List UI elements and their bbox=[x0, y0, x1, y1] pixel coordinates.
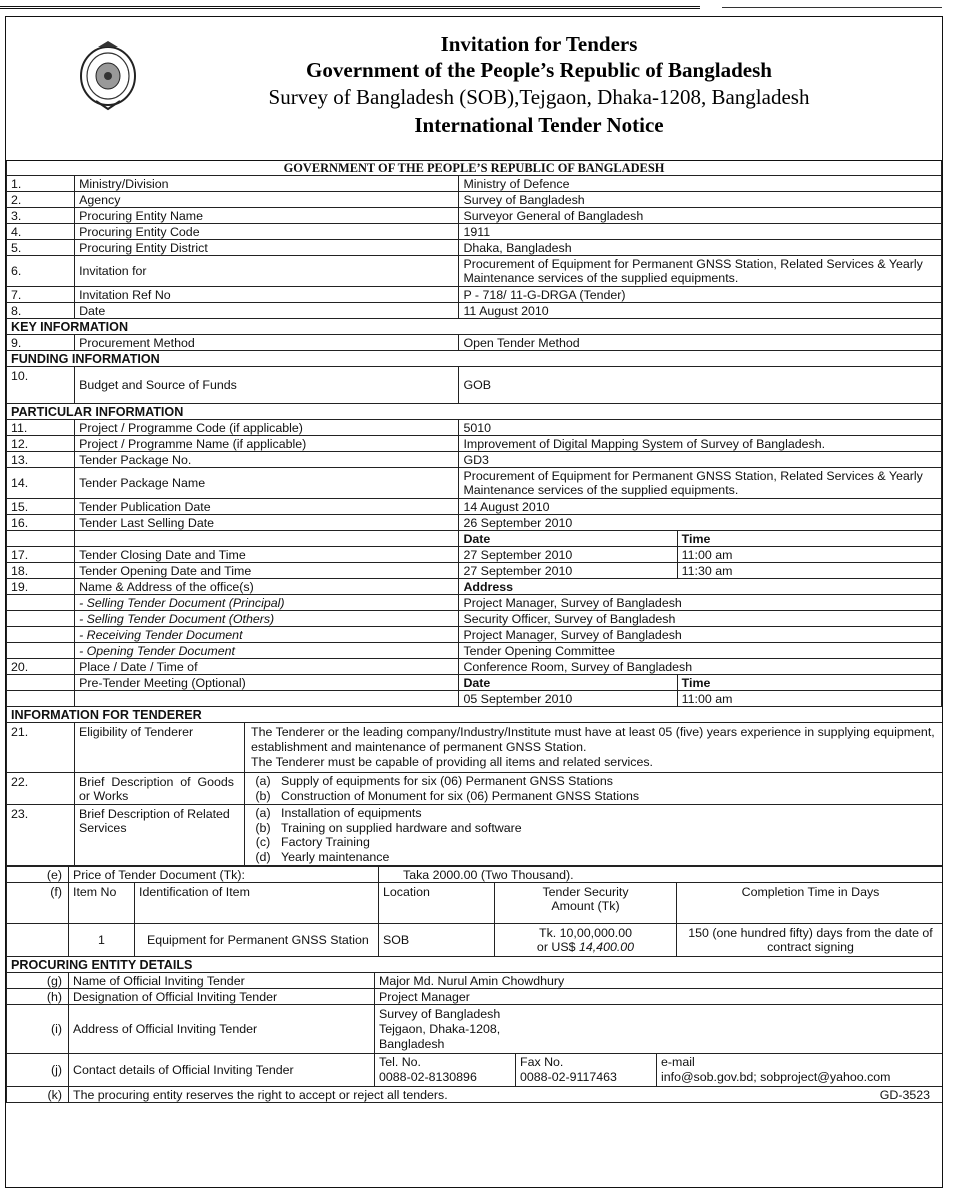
column-header: Location bbox=[379, 883, 495, 924]
row-number: 22. bbox=[7, 773, 75, 805]
table-row bbox=[7, 973, 944, 989]
row-label: Invitation Ref No bbox=[75, 287, 459, 303]
table-row bbox=[7, 515, 942, 531]
row-label: Address of Official Inviting Tender bbox=[69, 1005, 375, 1054]
row-number: 3. bbox=[7, 208, 75, 224]
row-number: 1. bbox=[7, 176, 75, 192]
row-value: 14 August 2010 bbox=[459, 499, 942, 515]
security-amount: Tk. 10,00,000.00 bbox=[539, 926, 632, 940]
table-row bbox=[7, 579, 942, 595]
row-value: Address bbox=[459, 579, 942, 595]
office-label: - Selling Tender Document (Others) bbox=[75, 611, 459, 627]
list-marker: (b) bbox=[255, 820, 271, 835]
notice-title: Invitation for Tenders bbox=[440, 32, 638, 56]
row-number: 15. bbox=[7, 499, 75, 515]
row-number: 6. bbox=[7, 256, 75, 287]
row-value: Project Manager bbox=[375, 989, 944, 1005]
table-row bbox=[7, 452, 942, 468]
table-row bbox=[7, 176, 942, 192]
list-marker: (d) bbox=[255, 849, 271, 864]
list-item bbox=[245, 806, 943, 821]
item-location: SOB bbox=[379, 924, 495, 957]
row-label: Project / Programme Code (if applicable) bbox=[75, 420, 459, 436]
list-text: Training on supplied hardware and software bbox=[281, 820, 522, 835]
table-row bbox=[7, 675, 942, 691]
date-column-header: Date bbox=[459, 531, 677, 547]
table-row bbox=[7, 468, 942, 499]
table-row bbox=[7, 208, 942, 224]
row-label: Name of Official Inviting Tender bbox=[69, 973, 375, 989]
table-row bbox=[7, 499, 942, 515]
table-row bbox=[7, 1087, 944, 1103]
row-label: Procuring Entity Name bbox=[75, 208, 459, 224]
row-number: 10. bbox=[7, 367, 75, 404]
row-number: 5. bbox=[7, 240, 75, 256]
row-label: Tender Closing Date and Time bbox=[75, 547, 459, 563]
section-heading: KEY INFORMATION bbox=[7, 319, 942, 335]
government-seal-icon bbox=[74, 39, 142, 111]
row-number: 17. bbox=[7, 547, 75, 563]
row-value: Conference Room, Survey of Bangladesh bbox=[459, 659, 942, 675]
notice-header bbox=[6, 17, 942, 161]
row-number: 18. bbox=[7, 563, 75, 579]
list-item bbox=[245, 774, 943, 789]
column-header: Item No bbox=[69, 883, 135, 924]
ad-code: GD-3523 bbox=[879, 1087, 931, 1102]
address-line: Survey of Bangladesh bbox=[379, 1006, 501, 1021]
office-label: - Opening Tender Document bbox=[75, 643, 459, 659]
email-address: info@sob.gov.bd; sobproject@yahoo.com bbox=[661, 1070, 891, 1084]
row-label: Ministry/Division bbox=[75, 176, 459, 192]
list-text: Supply of equipments for six (06) Permanent GNSS Stations bbox=[281, 774, 613, 788]
row-date: 05 September 2010 bbox=[459, 691, 677, 707]
row-key: (f) bbox=[7, 883, 69, 924]
row-value: Surveyor General of Bangladesh bbox=[459, 208, 942, 224]
completion-time: 150 (one hundred fifty) days from the date of contract signing bbox=[677, 924, 944, 957]
tenderer-info-table bbox=[6, 707, 943, 866]
row-label: Tender Last Selling Date bbox=[75, 515, 459, 531]
row-value: Major Md. Nurul Amin Chowdhury bbox=[375, 973, 944, 989]
row-number: 16. bbox=[7, 515, 75, 531]
table-row bbox=[7, 335, 942, 351]
table-row bbox=[7, 883, 944, 924]
row-key: (h) bbox=[7, 989, 69, 1005]
row-label: Project / Programme Name (if applicable) bbox=[75, 436, 459, 452]
row-value: GOB bbox=[459, 367, 942, 404]
table-row bbox=[7, 643, 942, 659]
list-item bbox=[245, 835, 943, 850]
column-header: Completion Time in Days bbox=[677, 883, 944, 924]
row-number: 14. bbox=[7, 468, 75, 499]
list-marker: (a) bbox=[255, 774, 271, 788]
government-name: Government of the People’s Republic of Bangladesh bbox=[306, 58, 772, 82]
row-value: Ministry of Defence bbox=[459, 176, 942, 192]
table-row bbox=[7, 773, 944, 805]
gov-banner: GOVERNMENT OF THE PEOPLE’S REPUBLIC OF BANGLADESH bbox=[7, 161, 942, 176]
row-key: (j) bbox=[7, 1054, 69, 1087]
table-row bbox=[7, 691, 942, 707]
item-number: 1 bbox=[69, 924, 135, 957]
section-heading: INFORMATION FOR TENDERER bbox=[7, 707, 944, 723]
row-value: Open Tender Method bbox=[459, 335, 942, 351]
list-marker: (c) bbox=[255, 835, 271, 849]
row-label: Brief Description of Goods or Works bbox=[75, 773, 245, 805]
row-label: Tender Publication Date bbox=[75, 499, 459, 515]
office-label: - Receiving Tender Document bbox=[75, 627, 459, 643]
table-row bbox=[7, 531, 942, 547]
row-number: 11. bbox=[7, 420, 75, 436]
row-label: Brief Description of Related Services bbox=[75, 805, 245, 866]
row-label: Price of Tender Document (Tk): bbox=[69, 867, 379, 883]
row-label: Procurement Method bbox=[75, 335, 459, 351]
date-column-header: Date bbox=[459, 675, 677, 691]
row-label: Tender Opening Date and Time bbox=[75, 563, 459, 579]
row-value: Procurement of Equipment for Permanent GNSS Station, Related Services & Yearly Maintenance services of the supplied equipments. bbox=[459, 256, 942, 287]
row-value: 1911 bbox=[459, 224, 942, 240]
row-label: Name & Address of the office(s) bbox=[75, 579, 459, 595]
list-item bbox=[245, 850, 943, 865]
office-value: Project Manager, Survey of Bangladesh bbox=[459, 627, 942, 643]
time-column-header: Time bbox=[677, 675, 941, 691]
time-column-header: Time bbox=[677, 531, 941, 547]
table-row bbox=[7, 723, 944, 773]
row-number: 13. bbox=[7, 452, 75, 468]
table-row bbox=[7, 287, 942, 303]
reservation-clause: The procuring entity reserves the right to accept or reject all tenders. bbox=[73, 1087, 448, 1102]
table-row bbox=[7, 867, 944, 883]
table-row bbox=[7, 256, 942, 287]
column-header: Identification of Item bbox=[135, 883, 379, 924]
row-value: 5010 bbox=[459, 420, 942, 436]
table-row bbox=[7, 627, 942, 643]
row-number: 7. bbox=[7, 287, 75, 303]
item-table bbox=[6, 866, 943, 957]
tender-info-table bbox=[6, 161, 942, 707]
row-number: 4. bbox=[7, 224, 75, 240]
row-number: 9. bbox=[7, 335, 75, 351]
list-item bbox=[245, 821, 943, 836]
list-text: Installation of equipments bbox=[281, 806, 422, 820]
table-row bbox=[7, 367, 942, 404]
row-date: 27 September 2010 bbox=[459, 547, 677, 563]
section-heading: FUNDING INFORMATION bbox=[7, 351, 942, 367]
fax-number: 0088-02-9117463 bbox=[520, 1070, 617, 1084]
list-marker: (a) bbox=[255, 806, 271, 820]
row-label: Place / Date / Time of bbox=[75, 659, 459, 675]
row-label: Invitation for bbox=[75, 256, 459, 287]
item-identification: Equipment for Permanent GNSS Station bbox=[135, 924, 379, 957]
table-row bbox=[7, 224, 942, 240]
row-key: (g) bbox=[7, 973, 69, 989]
row-key: (k) bbox=[7, 1087, 69, 1103]
tel-number: 0088-02-8130896 bbox=[379, 1070, 477, 1084]
row-number: 21. bbox=[7, 723, 75, 773]
row-label: Date bbox=[75, 303, 459, 319]
row-value: Improvement of Digital Mapping System of Survey of Bangladesh. bbox=[459, 436, 942, 452]
row-date: 27 September 2010 bbox=[459, 563, 677, 579]
agency-address: Survey of Bangladesh (SOB),Tejgaon, Dhaka-1208, Bangladesh bbox=[268, 85, 810, 109]
table-row bbox=[7, 595, 942, 611]
row-number: 2. bbox=[7, 192, 75, 208]
row-value: GD3 bbox=[459, 452, 942, 468]
row-time: 11:30 am bbox=[677, 563, 941, 579]
column-header: Tender Security Amount (Tk) bbox=[495, 883, 677, 924]
row-time: 11:00 am bbox=[677, 691, 941, 707]
email-label: e-mail bbox=[661, 1055, 695, 1069]
list-text: Construction of Monument for six (06) Permanent GNSS Stations bbox=[281, 788, 640, 803]
table-row bbox=[7, 989, 944, 1005]
list-text: Factory Training bbox=[281, 835, 370, 849]
row-number: 12. bbox=[7, 436, 75, 452]
row-label: Agency bbox=[75, 192, 459, 208]
procuring-entity-table bbox=[6, 957, 943, 1103]
address-line: Bangladesh bbox=[379, 1036, 445, 1051]
table-row bbox=[7, 805, 944, 866]
table-row bbox=[7, 547, 942, 563]
table-row bbox=[7, 563, 942, 579]
row-value: 11 August 2010 bbox=[459, 303, 942, 319]
table-row bbox=[7, 436, 942, 452]
row-value: Taka 2000.00 (Two Thousand). bbox=[379, 867, 944, 883]
row-label: Designation of Official Inviting Tender bbox=[69, 989, 375, 1005]
tel-label: Tel. No. bbox=[379, 1055, 422, 1069]
tender-notice-page bbox=[5, 16, 943, 1188]
row-number: 23. bbox=[7, 805, 75, 866]
section-heading: PARTICULAR INFORMATION bbox=[7, 404, 942, 420]
table-row bbox=[7, 611, 942, 627]
row-label: Tender Package Name bbox=[75, 468, 459, 499]
row-label: Tender Package No. bbox=[75, 452, 459, 468]
row-label: Eligibility of Tenderer bbox=[75, 723, 245, 773]
eligibility-text: The Tenderer or the leading company/Industry/Institute must have at least 05 (five) years experience in supplying equipment, establishment and maintenance of permanent GNSS Station. bbox=[251, 725, 935, 754]
row-key: (i) bbox=[7, 1005, 69, 1054]
row-number: 8. bbox=[7, 303, 75, 319]
table-row bbox=[7, 303, 942, 319]
row-number: 20. bbox=[7, 659, 75, 675]
table-row bbox=[7, 420, 942, 436]
office-label: - Selling Tender Document (Principal) bbox=[75, 595, 459, 611]
row-value: 26 September 2010 bbox=[459, 515, 942, 531]
eligibility-text-2: The Tenderer must be capable of providing all items and related services. bbox=[251, 755, 653, 769]
office-value: Tender Opening Committee bbox=[459, 643, 942, 659]
row-number: 19. bbox=[7, 579, 75, 595]
list-item bbox=[245, 789, 943, 804]
fax-label: Fax No. bbox=[520, 1055, 564, 1069]
list-text: Yearly maintenance bbox=[281, 849, 390, 864]
row-label: Contact details of Official Inviting Tender bbox=[69, 1054, 375, 1087]
table-row bbox=[7, 924, 944, 957]
row-label: Procuring Entity Code bbox=[75, 224, 459, 240]
notice-type: International Tender Notice bbox=[414, 113, 664, 137]
section-heading: PROCURING ENTITY DETAILS bbox=[7, 957, 944, 973]
row-label: Procuring Entity District bbox=[75, 240, 459, 256]
office-value: Project Manager, Survey of Bangladesh bbox=[459, 595, 942, 611]
row-label: Budget and Source of Funds bbox=[75, 367, 459, 404]
office-value: Security Officer, Survey of Bangladesh bbox=[459, 611, 942, 627]
row-value: Procurement of Equipment for Permanent GNSS Station, Related Services & Yearly Maintenance services of the supplied equipments. bbox=[459, 468, 942, 499]
row-label: Pre-Tender Meeting (Optional) bbox=[75, 675, 459, 691]
top-frame-border bbox=[0, 0, 700, 9]
list-marker: (b) bbox=[255, 788, 271, 803]
row-value: P - 718/ 11-G-DRGA (Tender) bbox=[459, 287, 942, 303]
row-key: (e) bbox=[7, 867, 69, 883]
row-time: 11:00 am bbox=[677, 547, 941, 563]
table-row bbox=[7, 1005, 944, 1054]
security-amount-usd: or US$ 14,400.00 bbox=[536, 940, 635, 954]
table-row bbox=[7, 1054, 944, 1087]
address-line: Tejgaon, Dhaka-1208, bbox=[379, 1021, 501, 1036]
table-row bbox=[7, 192, 942, 208]
row-value: Survey of Bangladesh bbox=[459, 192, 942, 208]
table-row bbox=[7, 659, 942, 675]
top-rule bbox=[722, 7, 942, 8]
row-value: Dhaka, Bangladesh bbox=[459, 240, 942, 256]
table-row bbox=[7, 240, 942, 256]
